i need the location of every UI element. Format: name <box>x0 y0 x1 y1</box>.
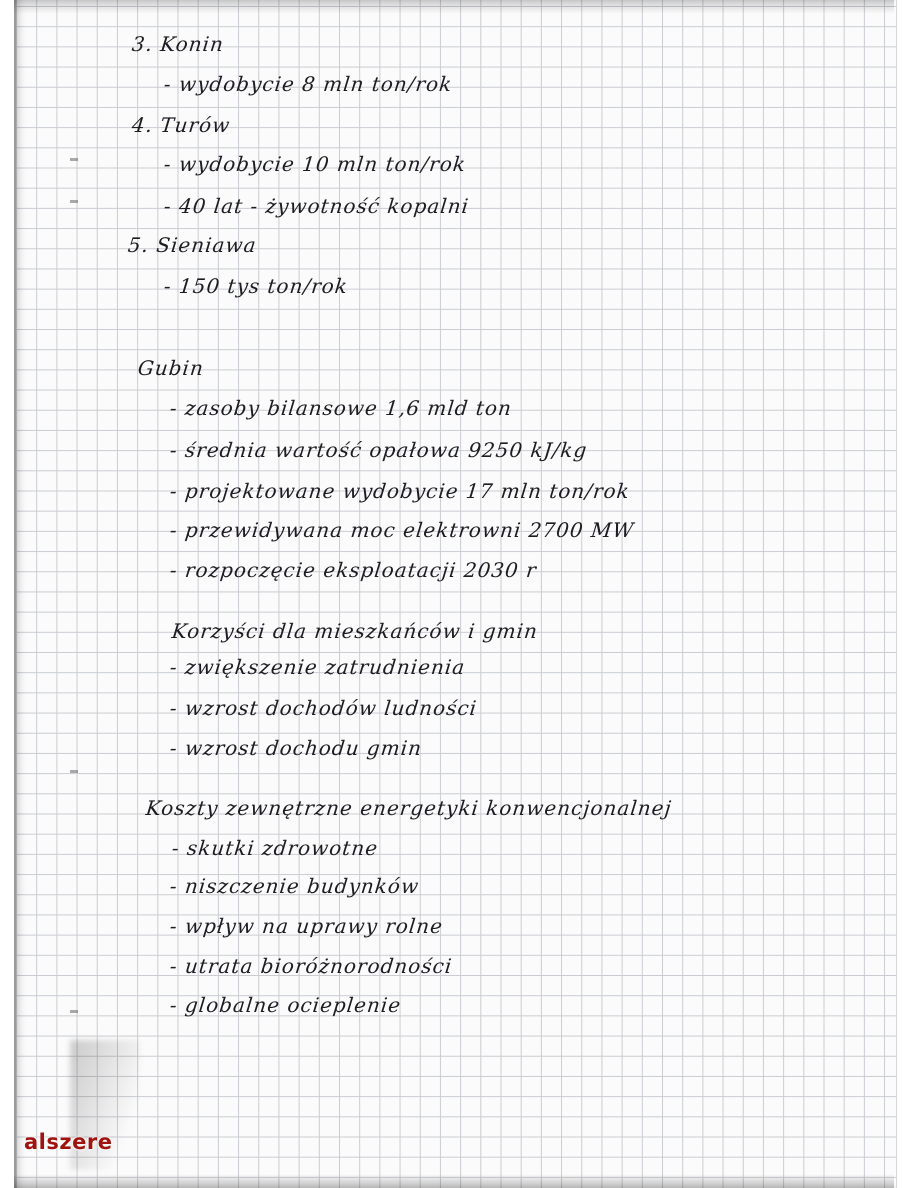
note-line: - średnia wartość opałowa 9250 kJ/kg <box>168 438 589 462</box>
note-line: 4. Turów <box>130 113 232 137</box>
note-line: - 150 tys ton/rok <box>162 274 350 298</box>
note-line: - niszczenie budynków <box>168 874 421 898</box>
note-line: - rozpoczęcie eksploatacji 2030 r <box>168 558 539 582</box>
note-line: - wzrost dochodu gmin <box>168 736 424 760</box>
note-line: - wydobycie 8 mln ton/rok <box>162 72 454 96</box>
note-line: - 40 lat - żywotność kopalni <box>162 194 471 218</box>
note-line: - zasoby bilansowe 1,6 mld ton <box>168 396 514 420</box>
watermark-text: alszere <box>24 1130 113 1154</box>
note-line: - wzrost dochodów ludności <box>168 696 479 720</box>
note-line: 3. Konin <box>130 32 226 56</box>
notebook-page <box>14 0 897 1188</box>
note-line: - utrata bioróżnorodności <box>168 954 454 978</box>
note-line: - projektowane wydobycie 17 mln ton/rok <box>168 479 632 503</box>
note-line: 5. Sieniawa <box>126 233 258 257</box>
page-bottom-shadow <box>14 1174 894 1188</box>
note-line: - przewidywana moc elektrowni 2700 MW <box>168 518 636 542</box>
note-heading: Koszty zewnętrzne energetyki konwencjonalnej <box>144 796 674 820</box>
page-top-shadow <box>14 0 894 14</box>
note-line: - globalne ocieplenie <box>168 993 403 1017</box>
note-line: - wpływ na uprawy rolne <box>168 914 445 938</box>
note-heading: Gubin <box>136 356 206 380</box>
note-line: - zwiększenie zatrudnienia <box>168 655 467 679</box>
note-heading: Korzyści dla mieszkańców i gmin <box>170 619 540 643</box>
note-line: - skutki zdrowotne <box>170 836 380 860</box>
note-line: - wydobycie 10 mln ton/rok <box>162 152 468 176</box>
